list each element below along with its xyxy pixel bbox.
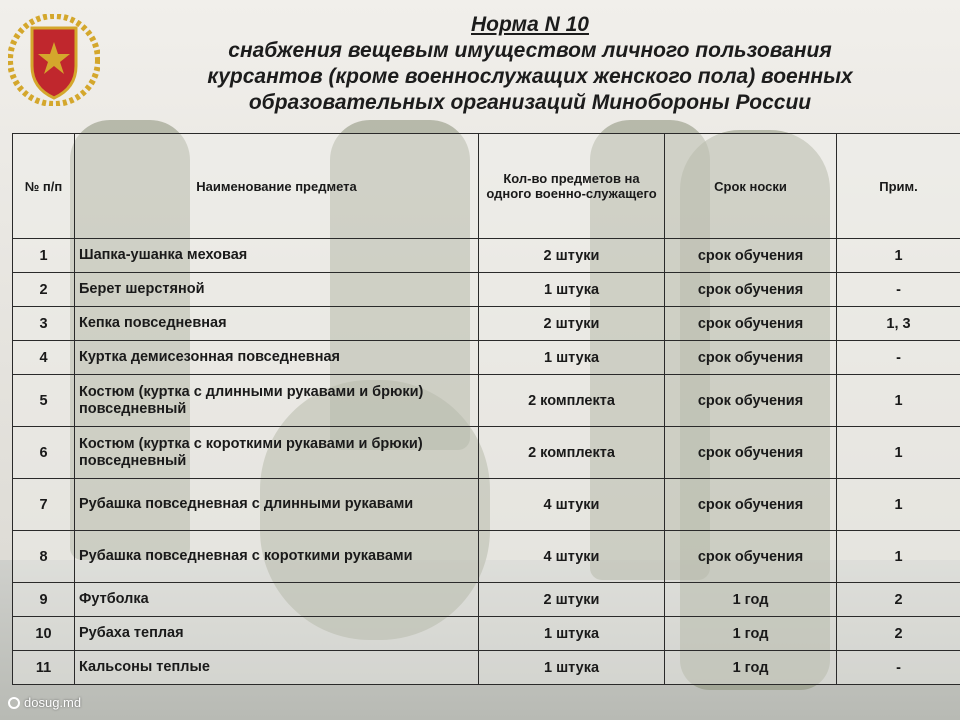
- supply-norm-table: [12, 133, 950, 685]
- cell-note: 1, 3: [837, 307, 960, 341]
- cell-term: срок обучения: [665, 307, 837, 341]
- table-row: [13, 617, 960, 651]
- cell-term: срок обучения: [665, 273, 837, 307]
- cell-note: 1: [837, 375, 960, 427]
- cell-num: 7: [13, 479, 75, 531]
- cell-term: срок обучения: [665, 239, 837, 273]
- cell-name: Футболка: [75, 583, 479, 617]
- cell-num: 4: [13, 341, 75, 375]
- cell-num: 10: [13, 617, 75, 651]
- watermark-logo-icon: [8, 697, 20, 709]
- cell-qty: 1 штука: [479, 651, 665, 685]
- emblem-icon: [8, 14, 100, 106]
- title-line-3: курсантов (кроме военнослужащих женского пола) военных: [207, 65, 853, 88]
- title-line-4: образовательных организаций Минобороны России: [248, 91, 812, 114]
- cell-name: Рубашка повседневная с длинными рукавами: [75, 479, 479, 531]
- cell-note: 1: [837, 479, 960, 531]
- cell-term: срок обучения: [665, 479, 837, 531]
- header-num: № п/п: [13, 134, 75, 239]
- watermark: [8, 695, 81, 710]
- cell-name: Рубашка повседневная с короткими рукавами: [75, 531, 479, 583]
- cell-note: 1: [837, 531, 960, 583]
- cell-name: Куртка демисезонная повседневная: [75, 341, 479, 375]
- cell-name: Шапка-ушанка меховая: [75, 239, 479, 273]
- cell-num: 3: [13, 307, 75, 341]
- table-row: [13, 307, 960, 341]
- cell-qty: 2 штуки: [479, 307, 665, 341]
- cell-note: 2: [837, 617, 960, 651]
- cell-qty: 2 комплекта: [479, 427, 665, 479]
- cell-note: -: [837, 273, 960, 307]
- cell-num: 5: [13, 375, 75, 427]
- table-row: [13, 341, 960, 375]
- cell-num: 6: [13, 427, 75, 479]
- cell-qty: 2 комплекта: [479, 375, 665, 427]
- cell-note: -: [837, 341, 960, 375]
- cell-term: 1 год: [665, 651, 837, 685]
- cell-num: 8: [13, 531, 75, 583]
- cell-qty: 4 штуки: [479, 531, 665, 583]
- table-row: [13, 427, 960, 479]
- header-note: Прим.: [837, 134, 960, 239]
- watermark-text: dosug.md: [24, 695, 82, 710]
- cell-num: 9: [13, 583, 75, 617]
- cell-num: 11: [13, 651, 75, 685]
- table-row: [13, 273, 960, 307]
- cell-name: Кальсоны теплые: [75, 651, 479, 685]
- cell-name: Костюм (куртка с короткими рукавами и брюки) повседневный: [75, 427, 479, 479]
- cell-name: Рубаха теплая: [75, 617, 479, 651]
- cell-qty: 2 штуки: [479, 583, 665, 617]
- cell-qty: 4 штуки: [479, 479, 665, 531]
- cell-num: 1: [13, 239, 75, 273]
- page-title: [110, 12, 950, 116]
- table-header-row: [13, 134, 960, 239]
- cell-term: срок обучения: [665, 375, 837, 427]
- cell-note: 2: [837, 583, 960, 617]
- title-line-1: Норма N 10: [471, 13, 589, 36]
- cell-name: Кепка повседневная: [75, 307, 479, 341]
- cell-term: 1 год: [665, 583, 837, 617]
- header-term: Срок носки: [665, 134, 837, 239]
- header-name: Наименование предмета: [75, 134, 479, 239]
- title-line-2: снабжения вещевым имуществом личного пользования: [228, 39, 832, 62]
- cell-note: 1: [837, 239, 960, 273]
- cell-note: 1: [837, 427, 960, 479]
- table-row: [13, 583, 960, 617]
- cell-qty: 2 штуки: [479, 239, 665, 273]
- cell-term: срок обучения: [665, 341, 837, 375]
- cell-term: срок обучения: [665, 427, 837, 479]
- table-row: [13, 531, 960, 583]
- table-row: [13, 375, 960, 427]
- table-row: [13, 651, 960, 685]
- table-row: [13, 239, 960, 273]
- cell-name: Берет шерстяной: [75, 273, 479, 307]
- table-row: [13, 479, 960, 531]
- cell-qty: 1 штука: [479, 273, 665, 307]
- header-qty: Кол-во предметов на одного военно-служащего: [479, 134, 665, 239]
- cell-num: 2: [13, 273, 75, 307]
- cell-note: -: [837, 651, 960, 685]
- cell-qty: 1 штука: [479, 341, 665, 375]
- cell-term: срок обучения: [665, 531, 837, 583]
- cell-qty: 1 штука: [479, 617, 665, 651]
- cell-name: Костюм (куртка с длинными рукавами и брюки) повседневный: [75, 375, 479, 427]
- cell-term: 1 год: [665, 617, 837, 651]
